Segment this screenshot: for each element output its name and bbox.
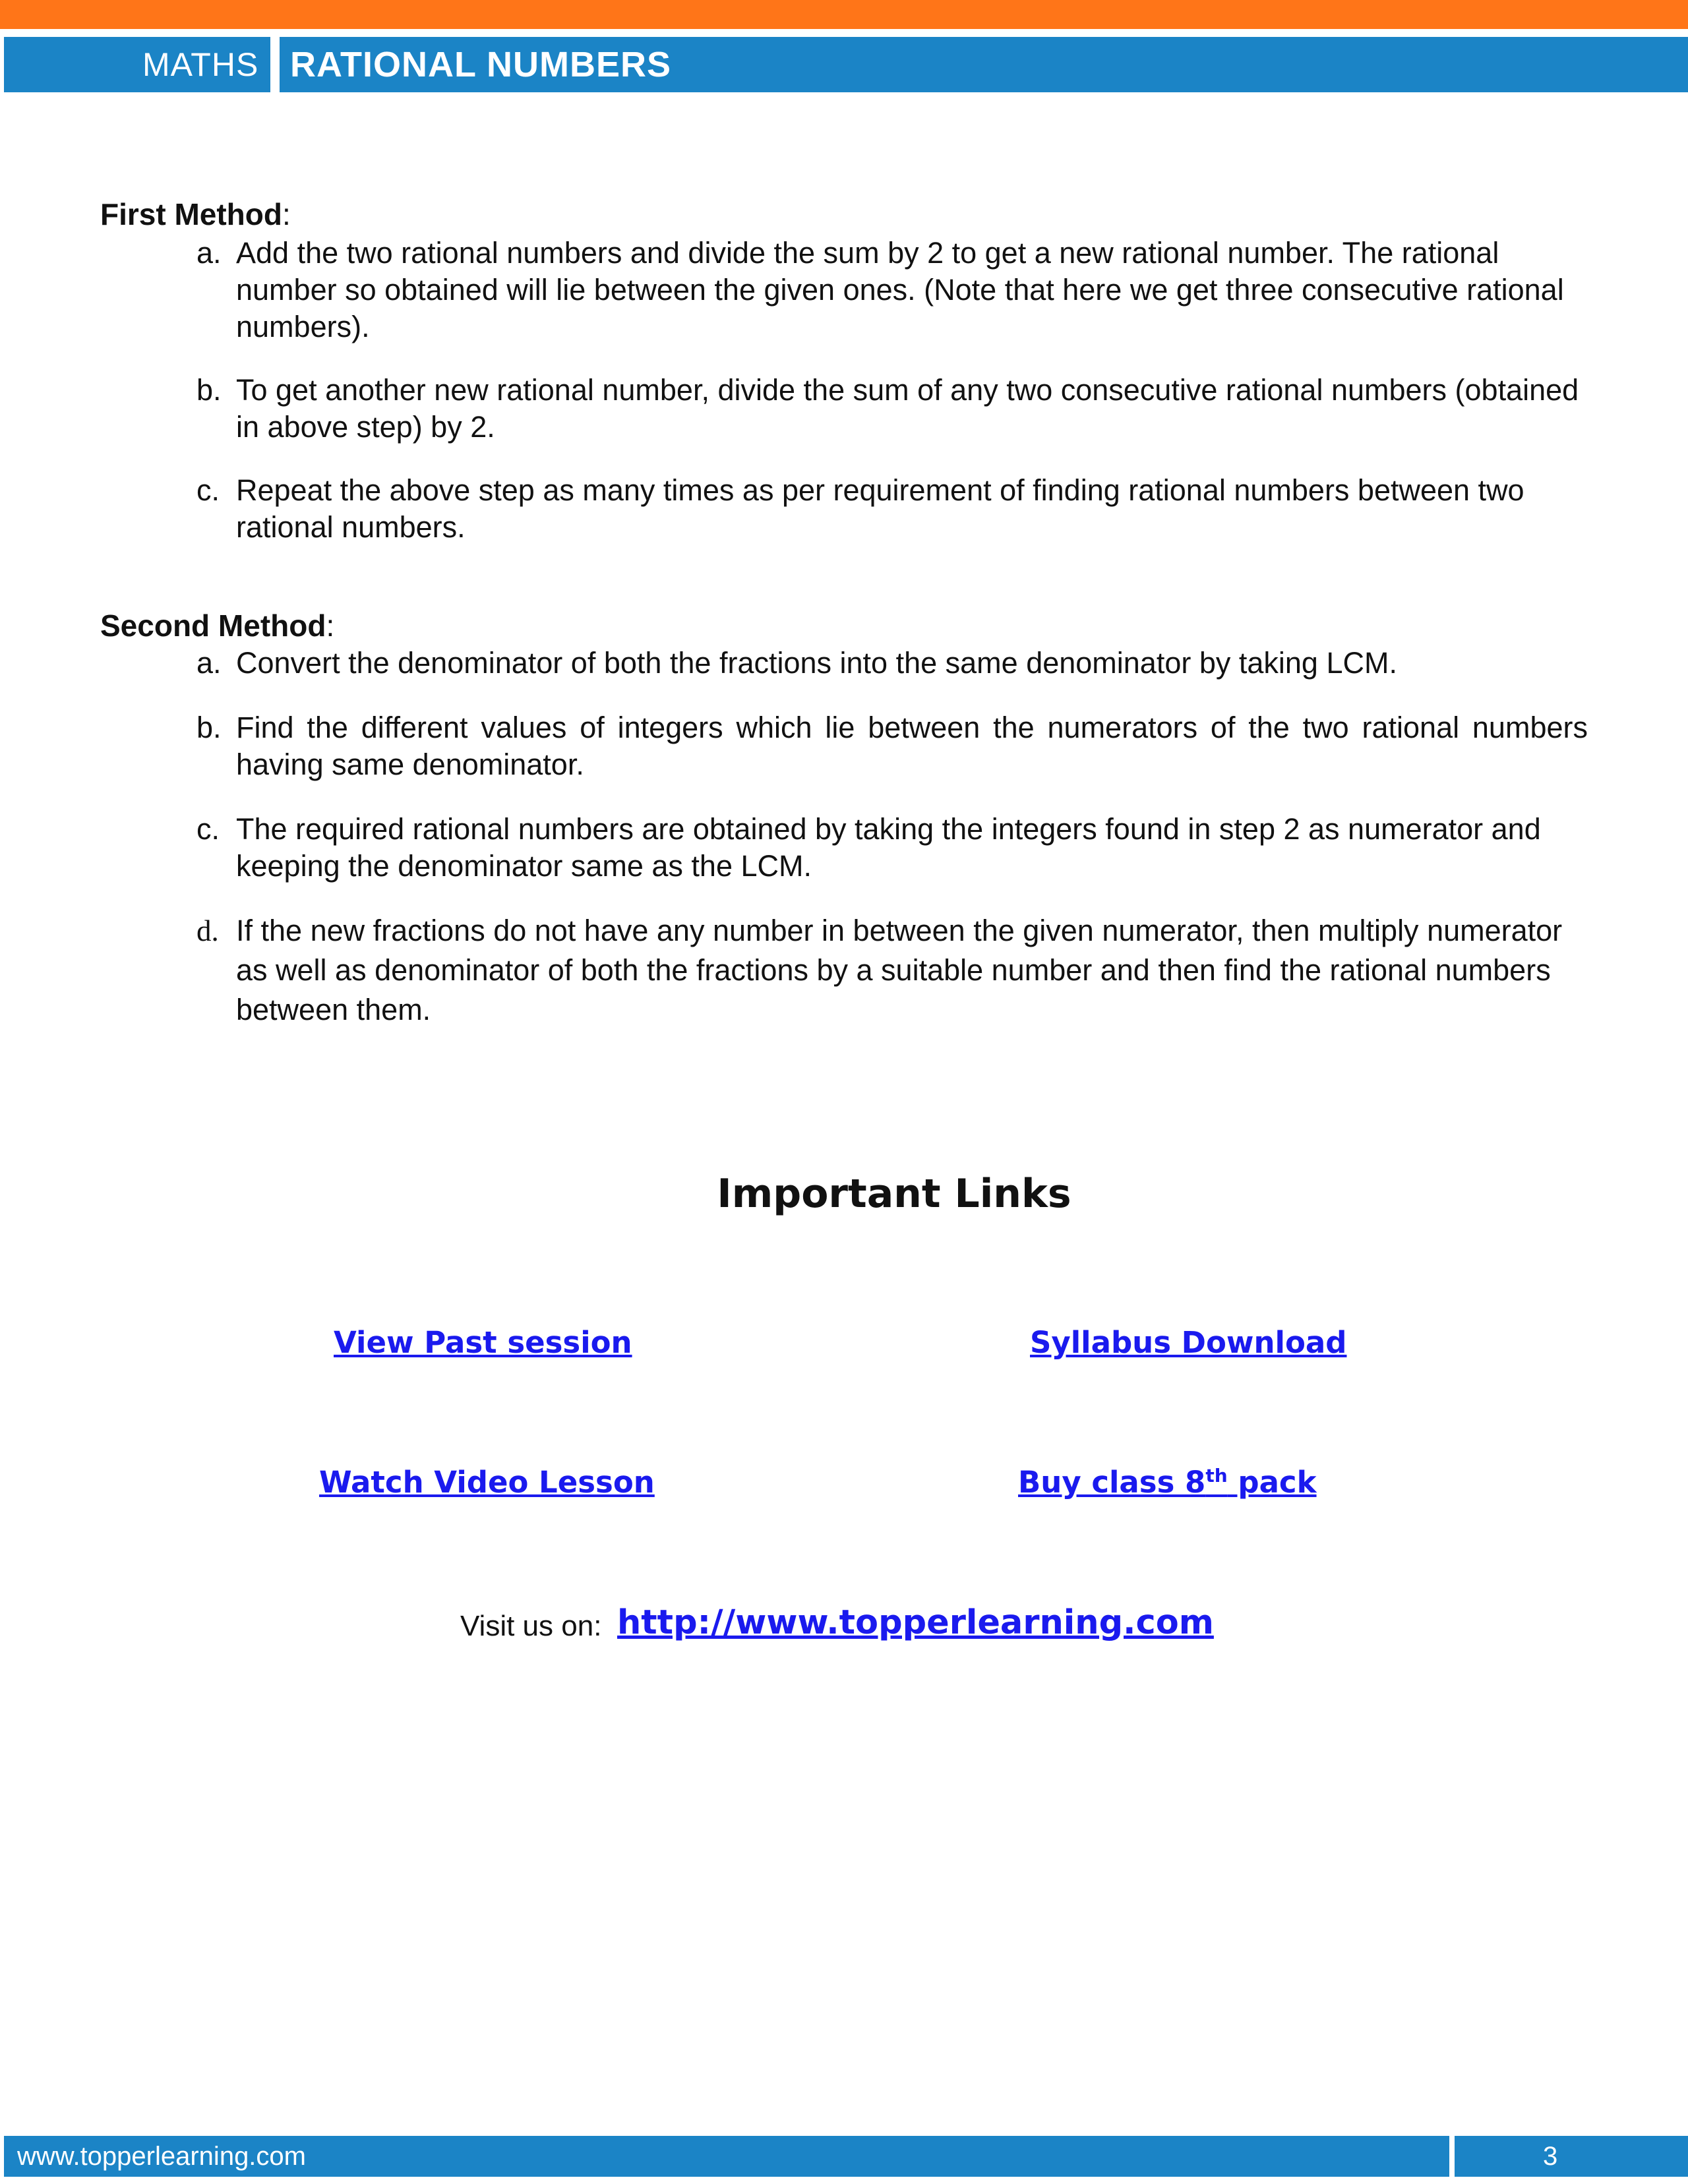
buy-class-pack-link[interactable] <box>1018 1465 1317 1500</box>
list-marker: b. <box>196 373 222 407</box>
footer-divider <box>1449 2136 1455 2177</box>
list-item-text: Convert the denominator of both the fractions into the same denominator by taking LCM. <box>236 646 1397 680</box>
list-item-text: The required rational numbers are obtained by taking the integers found in step 2 as numerator and keeping the denominator same as the LCM. <box>236 812 1541 883</box>
list-marker: a. <box>196 646 222 680</box>
view-past-session-link[interactable]: View Past session <box>334 1325 632 1360</box>
syllabus-download-link[interactable]: Syllabus Download <box>1030 1325 1347 1360</box>
website-link[interactable]: http://www.topperlearning.com <box>617 1603 1214 1642</box>
list-marker: c. <box>196 473 220 507</box>
buy-class-suffix: pack <box>1227 1465 1317 1500</box>
visit-label: Visit us on: <box>460 1610 602 1642</box>
list-item-text: Find the different values of integers which lie between the numerators of the two rational numbers having same denominator. <box>236 711 1588 781</box>
buy-class-prefix: Buy class 8 <box>1018 1465 1206 1500</box>
watch-video-lesson-link[interactable]: Watch Video Lesson <box>319 1465 655 1500</box>
list-item-text: Add the two rational numbers and divide the sum by 2 to get a new rational number. The rational number so obtained will lie between the given ones. (Note that here we get three consecutive rational numbers). <box>236 236 1564 343</box>
top-accent-bar <box>0 0 1688 29</box>
list-item-text: To get another new rational number, divide the sum of any two consecutive rational numbers (obtained in above step) by 2. <box>236 373 1579 444</box>
first-method-heading-text: First Method <box>100 197 282 231</box>
list-marker: d. <box>196 914 219 947</box>
list-marker: c. <box>196 812 220 846</box>
header-divider <box>270 37 280 92</box>
list-item-text: If the new fractions do not have any number in between the given numerator, then multiply numerator as well as denominator of both the fractions by a suitable number and then find the rational numbers between them. <box>236 914 1563 1026</box>
list-item-text: Repeat the above step as many times as per requirement of finding rational numbers between two rational numbers. <box>236 473 1524 544</box>
first-method-heading <box>100 196 291 232</box>
important-links-title: Important Links <box>717 1171 1071 1217</box>
header-subject: MATHS <box>142 46 259 83</box>
second-method-heading <box>100 608 334 643</box>
first-method-heading-colon: : <box>282 197 291 231</box>
second-method-heading-text: Second Method <box>100 608 326 643</box>
footer-site: www.topperlearning.com <box>17 2142 306 2171</box>
list-marker: b. <box>196 711 222 744</box>
buy-class-superscript: th <box>1205 1465 1228 1487</box>
page-title: RATIONAL NUMBERS <box>290 45 671 84</box>
list-marker: a. <box>196 236 222 270</box>
page-number: 3 <box>1543 2142 1558 2171</box>
second-method-heading-colon: : <box>326 608 335 643</box>
